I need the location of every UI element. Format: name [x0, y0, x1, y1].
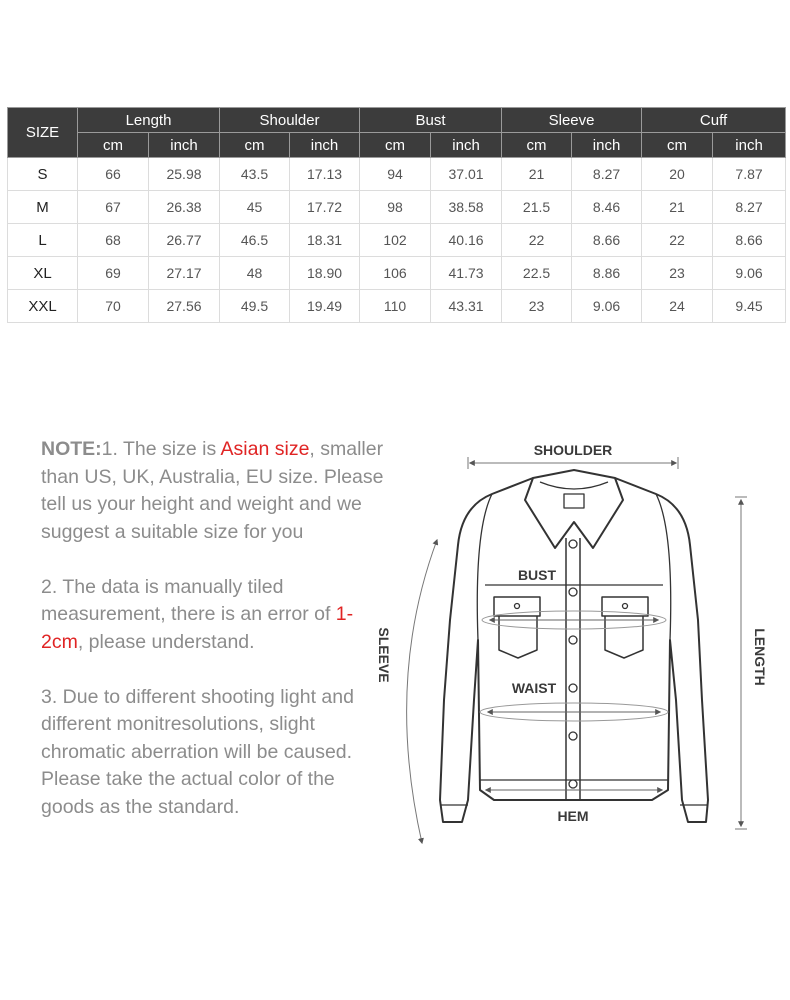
- unit-inch: inch: [149, 133, 220, 158]
- measurement-cell: 17.72: [290, 191, 360, 224]
- measurement-cell: 9.06: [713, 257, 786, 290]
- size-label-cell: XL: [8, 257, 78, 290]
- header-cuff: Cuff: [642, 108, 786, 133]
- size-label-cell: L: [8, 224, 78, 257]
- size-table-body: [8, 158, 786, 323]
- label-hem: HEM: [557, 808, 589, 824]
- measurement-cell: 21: [502, 158, 572, 191]
- measurement-cell: 110: [360, 290, 431, 323]
- measurement-cell: 98: [360, 191, 431, 224]
- label-length: LENGTH: [752, 628, 768, 686]
- size-notes: [41, 436, 386, 849]
- measurement-cell: 8.27: [713, 191, 786, 224]
- measurement-cell: 70: [78, 290, 149, 323]
- measurement-cell: 8.27: [572, 158, 642, 191]
- unit-cm: cm: [360, 133, 431, 158]
- size-chart-table: [7, 107, 786, 323]
- measurement-cell: 22: [642, 224, 713, 257]
- note-1-text-b: , smaller than US, UK, Australia, EU size. Please tell us your height and weight and we suggest a suitable size for you: [41, 438, 384, 543]
- label-sleeve: SLEEVE: [376, 627, 392, 683]
- table-row: [8, 191, 786, 224]
- measurement-cell: 17.13: [290, 158, 360, 191]
- measurement-cell: 69: [78, 257, 149, 290]
- measurement-cell: 43.5: [220, 158, 290, 191]
- measurement-cell: 94: [360, 158, 431, 191]
- unit-inch: inch: [431, 133, 502, 158]
- measurement-cell: 18.31: [290, 224, 360, 257]
- note-1-text-a: 1. The size is: [101, 438, 221, 460]
- measurement-cell: 25.98: [149, 158, 220, 191]
- measurement-cell: 66: [78, 158, 149, 191]
- note-3: 3. Due to different shooting light and different monitresolutions, slight chromatic aberration will be caused. Please take the actual color of the goods as the standard.: [41, 685, 354, 818]
- note-2-text-b: , please understand.: [77, 630, 255, 653]
- measurement-cell: 18.90: [290, 257, 360, 290]
- measurement-cell: 20: [642, 158, 713, 191]
- measurement-cell: 37.01: [431, 158, 502, 191]
- measurement-cell: 27.56: [149, 290, 220, 323]
- size-label-cell: XXL: [8, 290, 78, 323]
- measurement-cell: 22: [502, 224, 572, 257]
- measurement-cell: 48: [220, 257, 290, 290]
- measurement-cell: 49.5: [220, 290, 290, 323]
- measurement-cell: 9.45: [713, 290, 786, 323]
- measurement-cell: 8.66: [572, 224, 642, 257]
- jacket-measurement-diagram: [360, 430, 780, 860]
- measurement-cell: 26.77: [149, 224, 220, 257]
- note-1-highlight: Asian size: [220, 438, 310, 460]
- unit-inch: inch: [290, 133, 360, 158]
- measurement-cell: 7.87: [713, 158, 786, 191]
- note-2-highlight: 1-2cm: [41, 603, 354, 653]
- measurement-cell: 24: [642, 290, 713, 323]
- unit-cm: cm: [220, 133, 290, 158]
- unit-inch: inch: [572, 133, 642, 158]
- header-shoulder: Shoulder: [220, 108, 360, 133]
- measurement-cell: 45: [220, 191, 290, 224]
- measurement-cell: 9.06: [572, 290, 642, 323]
- measurement-cell: 27.17: [149, 257, 220, 290]
- measurement-cell: 8.66: [713, 224, 786, 257]
- unit-cm: cm: [502, 133, 572, 158]
- measurement-cell: 41.73: [431, 257, 502, 290]
- size-label-cell: M: [8, 191, 78, 224]
- measurement-cell: 106: [360, 257, 431, 290]
- measurement-cell: 68: [78, 224, 149, 257]
- header-bust: Bust: [360, 108, 502, 133]
- size-label-cell: S: [8, 158, 78, 191]
- table-row: [8, 290, 786, 323]
- label-bust: BUST: [517, 567, 557, 583]
- unit-cm: cm: [642, 133, 713, 158]
- label-waist: WAIST: [511, 680, 557, 696]
- table-header-units: [8, 133, 786, 158]
- note-label: NOTE:: [41, 438, 102, 460]
- unit-cm: cm: [78, 133, 149, 158]
- unit-inch: inch: [713, 133, 786, 158]
- measurement-cell: 67: [78, 191, 149, 224]
- measurement-cell: 22.5: [502, 257, 572, 290]
- measurement-cell: 21.5: [502, 191, 572, 224]
- table-row: [8, 224, 786, 257]
- jacket-outline: [440, 470, 708, 822]
- note-1: [41, 436, 386, 546]
- measurement-cell: 8.86: [572, 257, 642, 290]
- note-2: [41, 574, 386, 657]
- size-header: SIZE: [8, 108, 78, 158]
- measurement-cell: 46.5: [220, 224, 290, 257]
- measurement-cell: 23: [502, 290, 572, 323]
- table-row: [8, 158, 786, 191]
- table-row: [8, 257, 786, 290]
- measurement-cell: 40.16: [431, 224, 502, 257]
- measurement-cell: 8.46: [572, 191, 642, 224]
- measurement-cell: 19.49: [290, 290, 360, 323]
- measurement-cell: 38.58: [431, 191, 502, 224]
- measurement-cell: 21: [642, 191, 713, 224]
- header-length: Length: [78, 108, 220, 133]
- note-2-text-a: 2. The data is manually tiled measurement, there is an error of: [41, 575, 336, 625]
- measurement-cell: 43.31: [431, 290, 502, 323]
- jacket-diagram-svg: [360, 430, 780, 860]
- measurement-cell: 102: [360, 224, 431, 257]
- header-sleeve: Sleeve: [502, 108, 642, 133]
- measurement-cell: 23: [642, 257, 713, 290]
- label-shoulder: SHOULDER: [533, 442, 613, 458]
- table-header-groups: [8, 108, 786, 133]
- measurement-cell: 26.38: [149, 191, 220, 224]
